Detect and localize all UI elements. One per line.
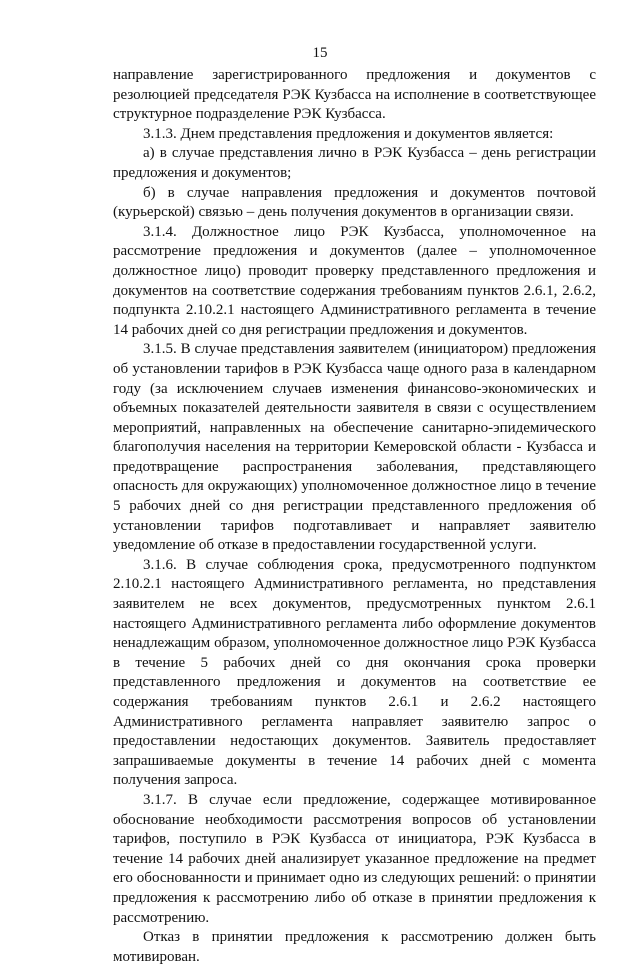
paragraph-continuation: направление зарегистрированного предложения и документов с резолюцией председателя РЭК Кузбасса на исполнение в соответствующее структурное подразделение РЭК Кузбасса. — [113, 67, 596, 123]
paragraph-3-1-3-b: б) в случае направления предложения и документов почтовой (курьерской) связью – день получения документов в организации связи. — [113, 184, 596, 221]
document-body — [113, 66, 596, 967]
paragraph-3-1-3: 3.1.3. Днем представления предложения и документов является: — [143, 125, 554, 142]
paragraph-3-1-3-a: а) в случае представления лично в РЭК Кузбасса – день регистрации предложения и документов; — [113, 145, 596, 181]
paragraph-3-1-4: 3.1.4. Должностное лицо РЭК Кузбасса, уполномоченное на рассмотрение предложения и документов (далее – уполномоченное должностное лицо) проводит проверку представленного предложения и документов на соответствие содержания требованиям пунктов 2.6.1, 2.6.2, подпункта 2.10.2.1 настоящего Административного регламента в течение 14 рабочих дней со дня регистрации предложения и документов. — [113, 223, 596, 338]
paragraph-refusal-note: Отказ в принятии предложения к рассмотрению должен быть мотивирован. — [113, 929, 596, 965]
page-number: 15 — [312, 45, 328, 61]
paragraph-3-1-7: 3.1.7. В случае если предложение, содержащее мотивированное обоснование необходимости рассмотрения вопросов об установлении тарифов, поступило в РЭК Кузбасса от инициатора, РЭК Кузбасса в течение 14 рабочих дней анализирует указанное предложение на предмет его обоснованности и принимает одно из следующих решений: о принятии предложения к рассмотрению либо об отказе в принятии предложения к рассмотрению. — [113, 791, 596, 926]
paragraph-3-1-5: 3.1.5. В случае представления заявителем (инициатором) предложения об установлении тарифов в РЭК Кузбасса чаще одного раза в календарном году (за исключением случаев изменения финансово-экономических и объемных показателей деятельности заявителя в связи с осуществлением мероприятий, направленных на обеспечение санитарно-эпидемического благополучия населения на территории Кемеровской области - Кузбасса и предотвращение распространения заболевания, представляющего опасность для окружающих) уполномоченное должностное лицо в течение 5 рабочих дней со дня регистрации представленного предложения об установлении тарифов подготавливает и направляет заявителю уведомление об отказе в предоставлении государственной услуги. — [113, 341, 596, 554]
paragraph-3-1-6: 3.1.6. В случае соблюдения срока, предусмотренного подпунктом 2.10.2.1 настоящего Административного регламента, но представления заявителем не всех документов, предусмотренных пунктом 2.6.1 настоящего Административного регламента либо оформление документов ненадлежащим образом, уполномоченное должностное лицо РЭК Кузбасса в течение 5 рабочих дней со дня окончания срока проверки представленного предложения и документов на соответствие ее содержания требованиям пунктов 2.6.1 и 2.6.2 настоящего Административного регламента направляет заявителю запрос о предоставлении недостающих документов. Заявитель предоставляет запрашиваемые документы в течение 14 рабочих дней с момента получения запроса. — [113, 556, 596, 789]
